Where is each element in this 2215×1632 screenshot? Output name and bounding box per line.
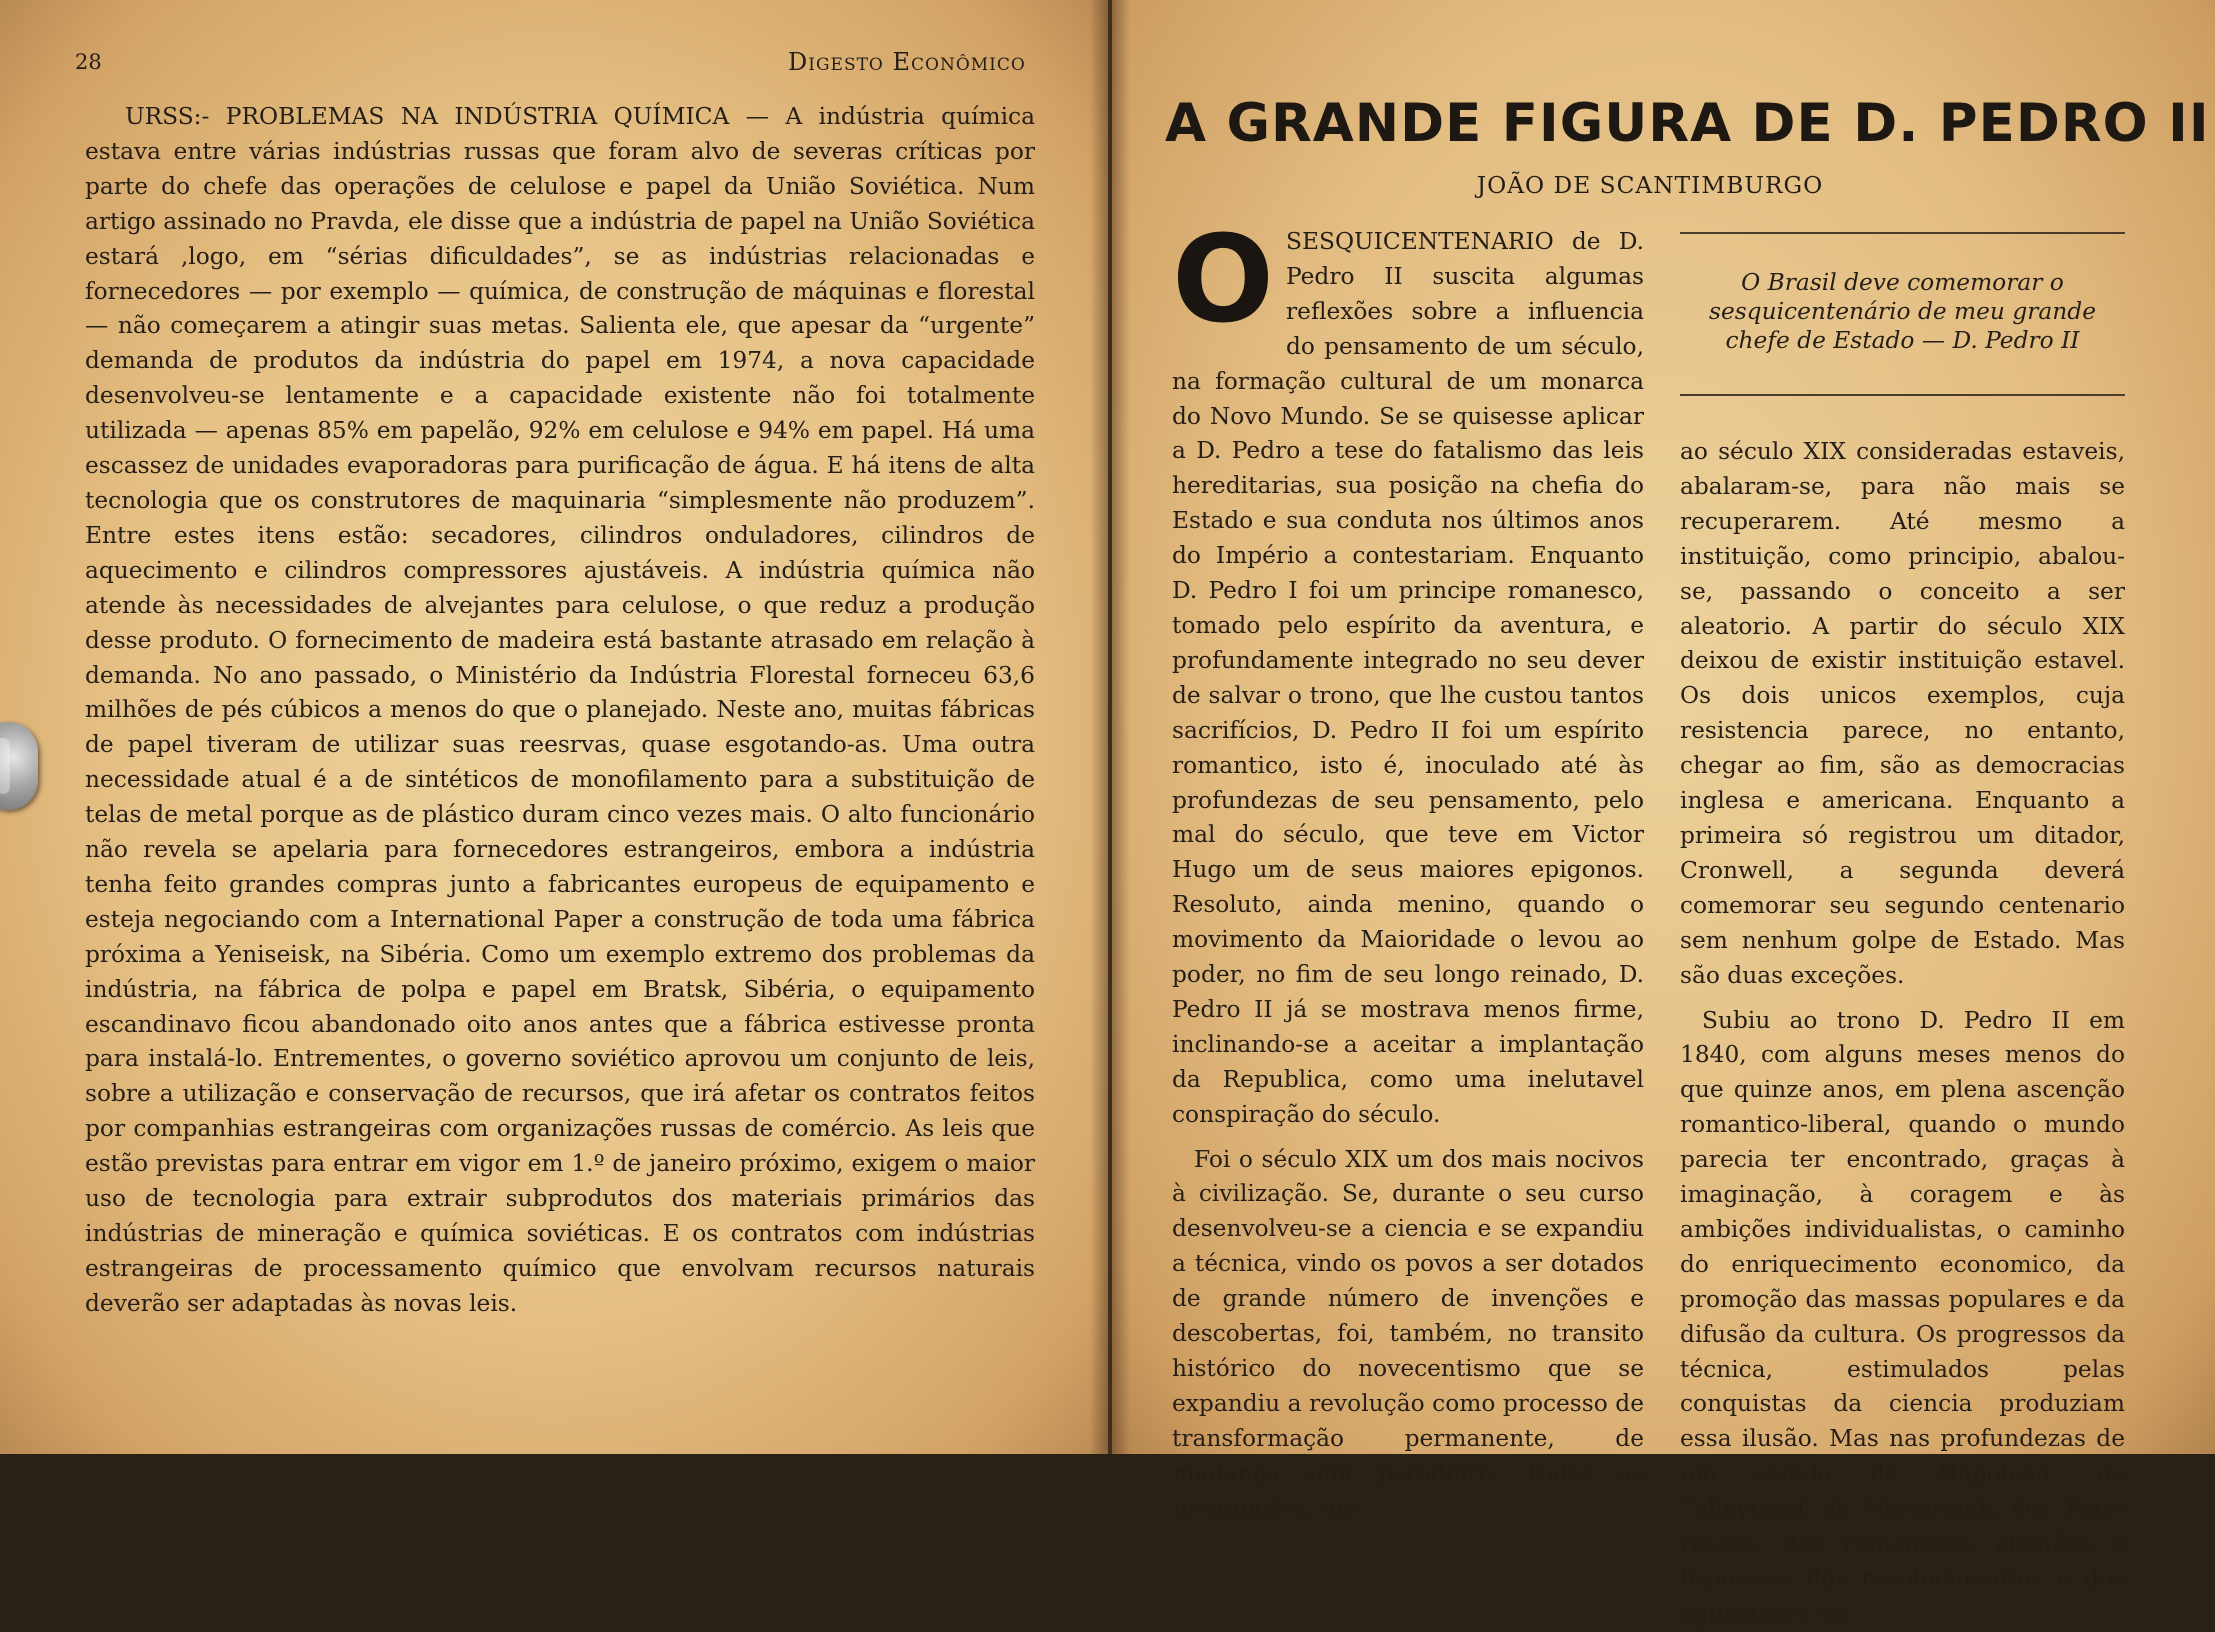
- book-gutter: [1090, 0, 1130, 1454]
- running-head: Digesto Econômico: [788, 48, 1026, 76]
- article-paragraph: Subiu ao trono D. Pedro II em 1840, com alguns meses menos do que quinze anos, em plena ascenção romantico-liberal, quando o mundo parecia ter encontrado, graças à imaginação, à coragem e às ambições individualistas, o caminho do enriquecimento economico, da promoção das massas populares e da difusão da cultura. Os progressos da técnica, estimulados pelas conquistas da ciencia produziam essa ilusão. Mas nas profundezas de um século de Napoleão, de Talleyrand, de Metternich, dos Tsars russos, dos romanticos alemães e franceses dos revolucionarios e dos agnosticos, en-: [1680, 1006, 2125, 1627]
- right-article-column-2: [1680, 435, 2125, 1632]
- article-paragraph: Foi o século XIX um dos mais nocivos à civilização. Se, durante o seu curso desenvolveu-se a ciencia e se expandiu a técnica, vindo os povos a ser dotados de grande número de invenções e descobertas, foi, também, no transito histórico do novecentismo que se expandiu a revolução como processo de transformação permanente, de mudança sem paradeiro. Todas as instituições, até: [1172, 1145, 1644, 1522]
- left-article-column: [85, 100, 1035, 1322]
- pull-quote-top-rule: [1680, 232, 2125, 234]
- pull-quote-bottom-rule: [1680, 394, 2125, 396]
- right-article-column-1: [1172, 211, 1644, 1527]
- left-page: [0, 0, 1108, 1454]
- page-number: 28: [75, 50, 102, 74]
- left-article-paragraph: URSS:- PROBLEMAS NA INDÚSTRIA QUÍMICA — A indústria química estava entre várias indústrias russas que foram alvo de severas críticas por parte do chefe das operações de celulose e papel da União Soviética. Num artigo assinado no Pravda, ele disse que a indústria de papel na União Soviética estará ,logo, em “sérias dificuldades”, se as indústrias relacionadas e fornecedores — por exemplo — química, de construção de máquinas e florestal — não começarem a atingir suas metas. Salienta ele, que apesar da “urgente” demanda de produtos da indústria do papel em 1974, a nova capacidade desenvolveu-se lentamente e a capacidade existente não foi totalmente utilizada — apenas 85% em papelão, 92% em celulose e 94% em papel. Há uma escassez de unidades evaporadoras para purificação de água. E há itens de alta tecnologia que os construtores de maquinaria “simplesmente não produzem”. Entre estes itens estão: secadores, cilindros onduladores, cilindros de aquecimento e cilindros compressores ajustáveis. A indústria química não atende às necessidades de alvejantes para celulose, o que reduz a produção desse produto. O fornecimento de madeira está bastante atrasado em relação à demanda. No ano passado, o Ministério da Indústria Florestal forneceu 63,6 milhões de pés cúbicos a menos do que o planejado. Neste ano, muitas fábricas de papel tiveram de utilizar suas reesrvas, quase esgotando-as. Uma outra necessidade atual é a de sintéticos de monofilamento para a substituição de telas de metal porque as de plástico duram cinco vezes mais. O alto funcionário não revela se apelaria para fornecedores estrangeiros, embora a indústria tenha feito grandes compras junto a fabricantes europeus de equipamento e esteja negociando com a International Paper a construção de toda uma fábrica próxima a Yeniseisk, na Sibéria. Como um exemplo extremo dos problemas da indústria, na fábrica de polpa e papel em Bratsk, Sibéria, o equipamento escandinavo ficou abandonado oito anos antes que a fábrica estivesse pronta para instalá-lo. Entrementes, o governo soviético aprovou um conjunto de leis, sobre a utilização e conservação de recursos, que irá afetar os contratos feitos por companhias estrangeiras com organizações russas de comércio. As leis que estão previstas para entrar em vigor em 1.º de janeiro próximo, exigem o maior uso de tecnologia para extrair subprodutos dos materiais primários das indústrias de mineração e química soviéticas. E os contratos com indústrias estrangeiras de processamento químico que envolvam recursos naturais deverão ser adaptadas às novas leis.: [85, 103, 1035, 1317]
- article-paragraph: ao século XIX consideradas estaveis, abalaram-se, para não mais se recuperarem. Até mesmo a instituição, como principio, abalou-se, passando o conceito a ser aleatorio. A partir do século XIX deixou de existir instituição estavel. Os dois unicos exemplos, cuja resistencia parece, no entanto, chegar ao fim, são as democracias inglesa e americana. Enquanto a primeira só registrou um ditador, Cronwell, a segunda deverá comemorar seu segundo centenario sem nenhum golpe de Estado. Mas são duas exceções.: [1680, 438, 2125, 989]
- paragraph-text: SESQUICENTENARIO de D. Pedro II suscita algumas reflexões sobre a influencia do pensamento de um século, na formação cultural de um monarca do Novo Mundo. Se se quisesse aplicar a D. Pedro a tese do fatalismo das leis hereditarias, sua posição na chefia do Estado e sua conduta nos últimos anos do Império a contestariam. Enquanto D. Pedro I foi um principe romanesco, tomado pelo espírito da aventura, e profundamente integrado no seu dever de salvar o trono, que lhe custou tantos sacrifícios, D. Pedro II foi um espírito romantico, isto é, inoculado até às profundezas de seu pensamento, pelo mal do século, que teve em Victor Hugo um de seus maiores epigonos. Resoluto, ainda menino, quando o movimento da Maioridade o levou ao poder, no fim de seu longo reinado, D. Pedro II já se mostrava menos firme, inclinando-se a aceitar a implantação da Republica, como uma inelutavel conspiração do século.: [1172, 228, 1644, 1128]
- metal-clip-icon: [0, 722, 38, 810]
- article-title: A GRANDE FIGURA DE D. PEDRO II: [1165, 93, 2210, 154]
- article-author: JOÃO DE SCANTIMBURGO: [1476, 172, 1824, 199]
- pull-quote: O Brasil deve comemorar o sesquicentenário de meu grande chefe de Estado — D. Pedro II: [1708, 269, 2096, 354]
- drop-cap: O: [1172, 211, 1275, 350]
- article-paragraph: [1172, 211, 1644, 1133]
